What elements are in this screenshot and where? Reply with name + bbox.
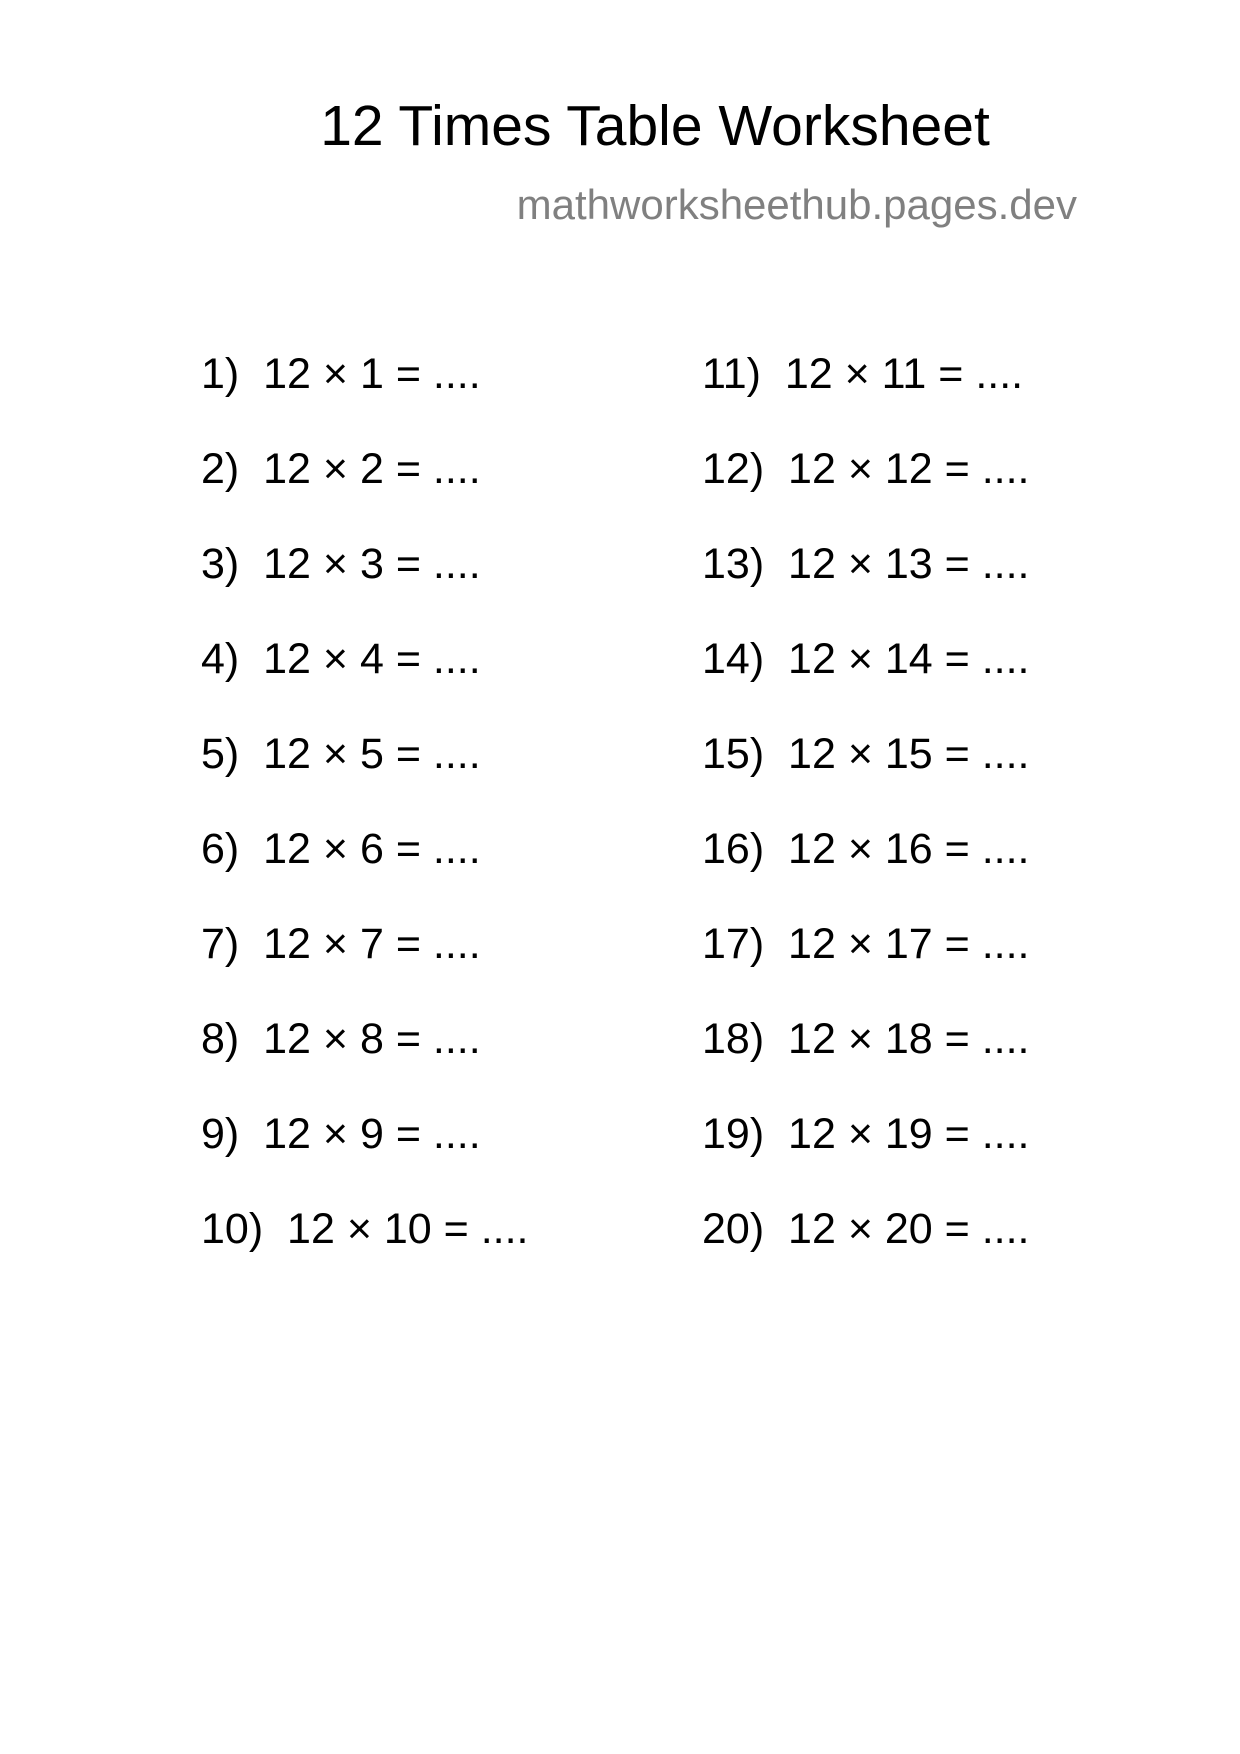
problem-item: 6) 12 × 6 = ....	[201, 825, 481, 873]
problem-item: 20) 12 × 20 = ....	[702, 1205, 1030, 1253]
problem-column-left	[201, 350, 529, 1303]
problem-item: 13) 12 × 13 = ....	[702, 540, 1030, 588]
page-subtitle: mathworksheethub.pages.dev	[516, 181, 1077, 228]
problem-item: 5) 12 × 5 = ....	[201, 730, 481, 778]
problem-item: 12) 12 × 12 = ....	[702, 445, 1030, 493]
problem-item: 7) 12 × 7 = ....	[201, 920, 481, 968]
problem-item: 19) 12 × 19 = ....	[702, 1110, 1030, 1158]
problem-item: 2) 12 × 2 = ....	[201, 445, 481, 493]
problem-item: 9) 12 × 9 = ....	[201, 1110, 481, 1158]
problem-column-right	[702, 350, 1030, 1303]
problem-item: 8) 12 × 8 = ....	[201, 1015, 481, 1063]
problem-item: 17) 12 × 17 = ....	[702, 920, 1030, 968]
problem-item: 4) 12 × 4 = ....	[201, 635, 481, 683]
problem-item: 16) 12 × 16 = ....	[702, 825, 1030, 873]
problem-item: 3) 12 × 3 = ....	[201, 540, 481, 588]
page-title: 12 Times Table Worksheet	[320, 94, 990, 158]
problem-item: 10) 12 × 10 = ....	[201, 1205, 529, 1253]
problem-item: 1) 12 × 1 = ....	[201, 350, 481, 398]
problem-item: 14) 12 × 14 = ....	[702, 635, 1030, 683]
problem-item: 18) 12 × 18 = ....	[702, 1015, 1030, 1063]
problem-item: 15) 12 × 15 = ....	[702, 730, 1030, 778]
problem-item: 11) 12 × 11 = ....	[702, 350, 1024, 398]
